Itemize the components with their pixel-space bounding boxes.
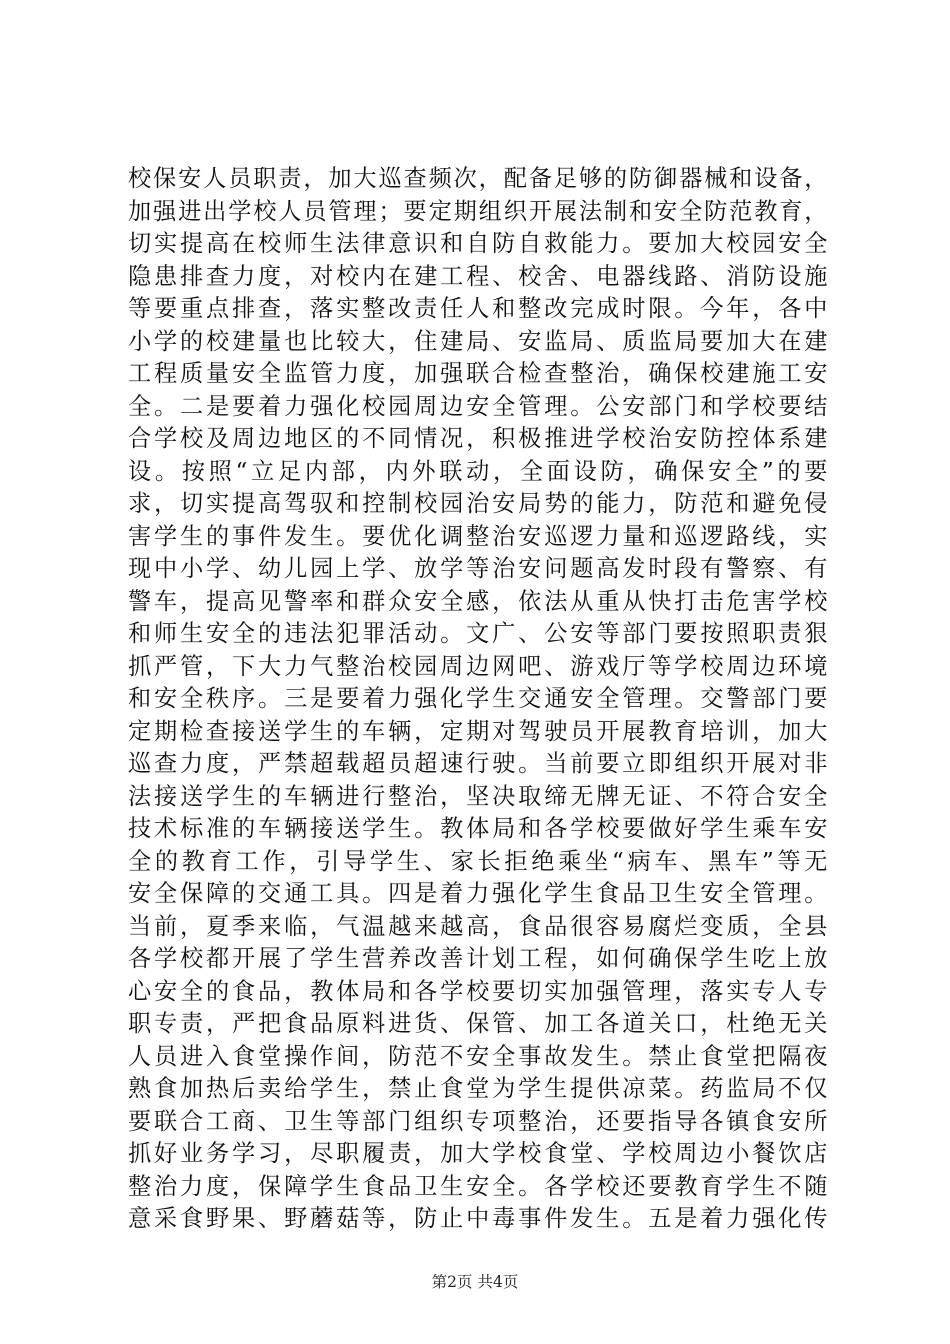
text-line: 法接送学生的车辆进行整治，坚决取缔无牌无证、不符合安全 [128,782,828,810]
text-line: 意采食野果、野蘑菇等，防止中毒事件发生。五是着力强化传 [128,1205,828,1232]
text-line: 设。按照“立足内部，内外联动，全面设防，确保安全”的要 [128,457,828,485]
text-line: 定期检查接送学生的车辆，定期对驾驶员开展教育培训，加大 [128,717,828,745]
text-line: 小学的校建量也比较大，住建局、安监局、质监局要加大在建 [128,327,828,355]
text-line: 害学生的事件发生。要优化调整治安巡逻力量和巡逻路线，实 [128,522,828,550]
text-line: 和师生安全的违法犯罪活动。文广、公安等部门要按照职责狠 [128,620,828,647]
text-line: 工程质量安全监管力度，加强联合检查整治，确保校建施工安 [128,360,828,387]
text-line: 心安全的食品，教体局和各学校要切实加强管理，落实专人专 [128,977,828,1005]
text-line: 抓好业务学习，尽职履责，加大学校食堂、学校周边小餐饮店 [128,1140,828,1167]
text-line: 职专责，严把食品原料进货、保管、加工各道关口，杜绝无关 [128,1010,828,1037]
text-line: 隐患排查力度，对校内在建工程、校舍、电器线路、消防设施 [128,262,828,290]
text-line: 抓严管，下大力气整治校园周边网吧、游戏厅等学校周边环境 [128,652,828,680]
text-line: 求，切实提高驾驭和控制校园治安局势的能力，防范和避免侵 [128,490,828,517]
text-line: 巡查力度，严禁超载超员超速行驶。当前要立即组织开展对非 [128,750,828,777]
text-line: 各学校都开展了学生营养改善计划工程，如何确保学生吃上放 [128,945,828,972]
text-line: 警车，提高见警率和群众安全感，依法从重从快打击危害学校 [128,587,828,615]
text-line: 等要重点排查，落实整改责任人和整改完成时限。今年，各中 [128,295,828,322]
text-line: 合学校及周边地区的不同情况，积极推进学校治安防控体系建 [128,425,828,452]
text-line: 校保安人员职责，加大巡查频次，配备足够的防御器械和设备， [128,165,828,192]
text-line: 当前，夏季来临，气温越来越高，食品很容易腐烂变质，全县 [128,912,828,940]
text-line: 要联合工商、卫生等部门组织专项整治，还要指导各镇食安所 [128,1107,828,1135]
text-line: 和安全秩序。三是要着力强化学生交通安全管理。交警部门要 [128,685,828,712]
text-line: 切实提高在校师生法律意识和自防自救能力。要加大校园安全 [128,230,828,257]
text-line: 全的教育工作，引导学生、家长拒绝乘坐“病车、黑车”等无 [128,847,828,875]
text-line: 技术标准的车辆接送学生。教体局和各学校要做好学生乘车安 [128,815,828,842]
page-footer: 第2页 共4页 [431,1273,519,1291]
text-line: 整治力度，保障学生食品卫生安全。各学校还要教育学生不随 [128,1172,828,1200]
text-line: 安全保障的交通工具。四是着力强化学生食品卫生安全管理。 [128,880,828,907]
text-line: 全。二是要着力强化校园周边安全管理。公安部门和学校要结 [128,392,828,420]
text-line: 人员进入食堂操作间，防范不安全事故发生。禁止食堂把隔夜 [128,1042,828,1070]
text-line: 现中小学、幼儿园上学、放学等治安问题高发时段有警察、有 [128,555,828,582]
text-line: 加强进出学校人员管理；要定期组织开展法制和安全防范教育， [128,197,828,225]
body-text [128,163,828,1236]
text-line: 熟食加热后卖给学生，禁止食堂为学生提供凉菜。药监局不仅 [128,1075,828,1102]
